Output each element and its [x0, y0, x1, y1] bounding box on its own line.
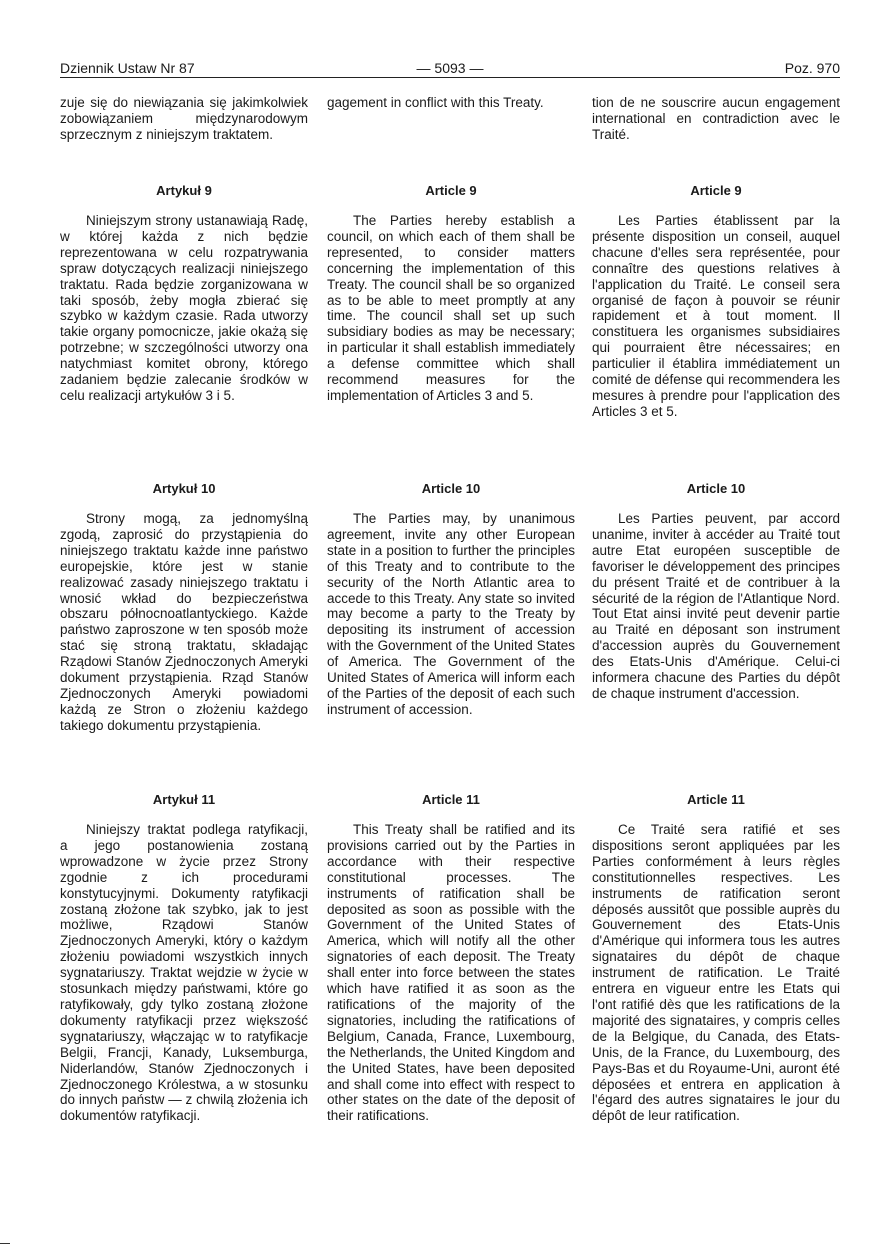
french-article-9-heading: Article 9 — [690, 183, 742, 198]
polish-article-11-text: Niniejszy traktat podlega ratyfikacji, a jego postanowienia zostaną wprowadzone w życie przez Strony zgodnie z ich procedurami konstytucyjnymi. Dokumenty ratyfikacji zostaną złożone tak szybko, jak to jest możliwe, Rządowi Stanów Zjednoczonych Ameryki, który o każdym złożeniu powiadomi wszystkich innych sygnatariuszy. Traktat wejdzie w życie w stosunkach między państwami, które go ratyfikowały, gdy tylko zostaną złożone dokumenty ratyfikacji przez większość sygnatariuszy, włączając w to ratyfikacje Belgii, Francji, Kanady, Luksemburga, Niderlandów, Stanów Zjednoczonych i Zjednoczonego Królestwa, a w stosunku do innych państw — z chwilą złożenia ich dokumentów ratyfikacji. — [60, 822, 308, 1124]
english-continuation: gagement in conflict with this Treaty. — [327, 95, 544, 110]
french-continuation: tion de ne souscrire aucun engagement international en contradiction avec le Traité. — [592, 95, 840, 142]
polish-article-10-heading: Artykuł 10 — [152, 481, 216, 496]
english-article-9-text: The Parties hereby establish a council, on which each of them shall be represented, to consider matters concerning the implementation of this Treaty. The council shall be so organized as to be able to meet promptly at any time. The council shall set up such subsidiary bodies as may be necessary; in particular it shall establish immediately a defense committee which shall recommend measures for the implementation of Articles 3 and 5. — [327, 213, 575, 403]
polish-article-9-heading: Artykuł 9 — [156, 183, 212, 198]
position-number: Poz. 970 — [784, 60, 840, 76]
french-article-11-text: Ce Traité sera ratifié et ses dispositions seront appliquées par les Parties conformément à leurs règles constitutionnelles respectives. Les instruments de ratification seront déposés aussitôt que possible auprès du Gouvernement des Etats-Unis d'Amérique qui informera tous les autres signataires du dépôt de chaque instrument de ratification. Le Traité entrera en vigueur entre les Etats qui l'ont ratifié dès que les ratifications de la majorité des signataires, y compris celles de la Belgique, du Canada, des Etats-Unis, de la France, du Luxembourg, des Pays-Bas et du Royaume-Uni, auront été déposées et entrera en application à l'égard des autres signataires le jour du dépôt de leur ratification. — [592, 822, 840, 1124]
header-rule — [60, 77, 840, 78]
polish-continuation: zuje się do niewiązania się jakimkolwiek zobowiązaniem międzynarodowym sprzecznym z niniejszym traktatem. — [60, 95, 308, 142]
polish-article-11-heading: Artykuł 11 — [152, 792, 216, 807]
english-article-11-text: This Treaty shall be ratified and its provisions carried out by the Parties in accordance with their respective constitutional processes. The instruments of ratification shall be deposited as soon as possible with the Government of the United States of America, which will notify all the other signatories of each deposit. The Treaty shall enter into force between the states which have ratified it as soon as the ratifications of the majority of the signatories, including the ratifications of Belgium, Canada, France, Luxembourg, the Netherlands, the United Kingdom and the United States, have been deposited and shall come into effect with respect to other states on the date of the deposit of their ratifications. — [327, 822, 575, 1124]
french-article-9-text: Les Parties établissent par la présente disposition un conseil, auquel chacune d'elles sera représentée, pour connaître des questions relatives à l'application du Traité. Le conseil sera organisé de façon à pouvoir se réunir rapidement et à tout moment. Il constituera les organismes subsidiaires qui pourraient être nécessaires; en particulier il établira immédiatement un comité de défense qui recommendera les mesures à prendre pour l'application des Articles 3 et 5. — [592, 213, 840, 419]
page-number: — 5093 — — [416, 60, 484, 76]
french-article-10-text: Les Parties peuvent, par accord unanime, inviter à accéder au Traité tout autre Etat européen susceptible de favoriser le développement des principes du présent Traité et de contribuer à la sécurité de la région de l'Atlantique Nord. Tout Etat ainsi invité peut devenir partie au Traité en déposant son instrument d'accession auprès du Gouvernement des Etats-Unis d'Amérique. Celui-ci informera chacune des Parties du dépôt de chaque instrument d'accession. — [592, 511, 840, 701]
journal-title: Dziennik Ustaw Nr 87 — [60, 60, 195, 76]
polish-article-10-text: Strony mogą, za jednomyślną zgodą, zaprosić do przystąpienia do niniejszego traktatu każde inne państwo europejskie, które jest w stanie realizować zasady niniejszego traktatu i wnosić wkład do bezpieczeństwa obszaru północnoatlantyckiego. Każde państwo zaproszone w ten sposób może stać się stroną traktatu, składając Rządowi Stanów Zjednoczonych Ameryki dokument przystąpienia. Rząd Stanów Zjednoczonych Ameryki powiadomi każdą ze Stron o złożeniu każdego takiego dokumentu przystąpienia. — [60, 511, 308, 733]
english-article-11-heading: Article 11 — [422, 792, 480, 807]
french-article-10-heading: Article 10 — [686, 481, 746, 496]
polish-article-9-text: Niniejszym strony ustanawiają Radę, w której każda z nich będzie reprezentowana w celu rozpatrywania spraw dotyczących realizacji niniejszego traktatu. Rada będzie zorganizowana w taki sposób, żeby mogła zbierać się szybko w każdym czasie. Rada utworzy takie organy pomocnicze, jakie okażą się potrzebne; w szczególności utworzy ona natychmiast komitet obrony, którego zadaniem będzie zalecanie środków w celu realizacji artykułów 3 i 5. — [60, 213, 308, 403]
french-article-11-heading: Article 11 — [687, 792, 745, 807]
english-article-10-text: The Parties may, by unanimous agreement, invite any other European state in a position to further the principles of this Treaty and to contribute to the security of the North Atlantic area to accede to this Treaty. Any state so invited may become a party to the Treaty by depositing its instrument of accession with the Government of the United States of America. The Government of the United States of America will inform each of the Parties of the deposit of each such instrument of accession. — [327, 511, 575, 717]
scan-edge-mark — [0, 1243, 10, 1244]
english-article-9-heading: Article 9 — [425, 183, 477, 198]
english-article-10-heading: Article 10 — [421, 481, 481, 496]
